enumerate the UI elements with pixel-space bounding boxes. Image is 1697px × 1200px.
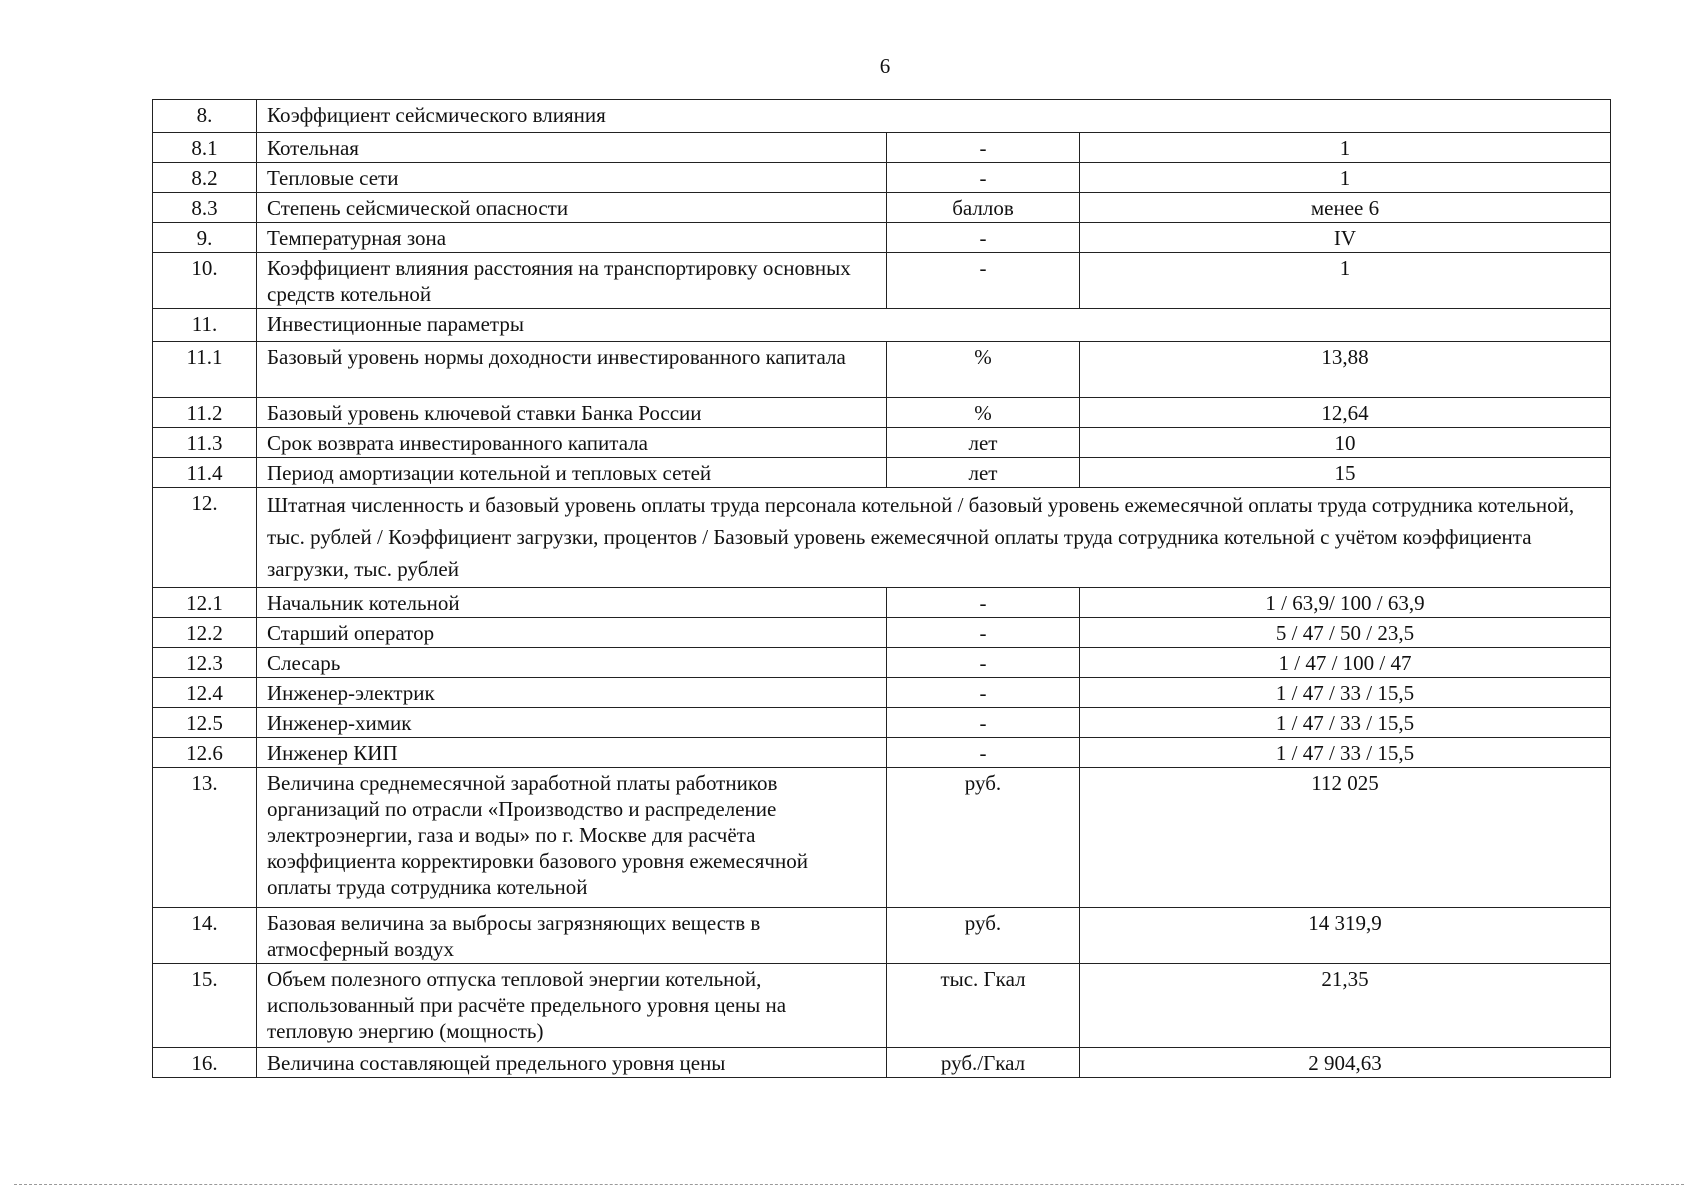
value-cell: 1 <box>1080 163 1611 193</box>
table-row <box>153 163 1611 193</box>
unit-cell: - <box>887 618 1080 648</box>
row-number: 14. <box>153 908 257 964</box>
table-row <box>153 488 1611 588</box>
table-row <box>153 133 1611 163</box>
unit-cell: - <box>887 253 1080 309</box>
unit-cell: - <box>887 163 1080 193</box>
value-cell: 1 / 47 / 100 / 47 <box>1080 648 1611 678</box>
table-row <box>153 768 1611 908</box>
table-row <box>153 588 1611 618</box>
value-cell: 1 / 47 / 33 / 15,5 <box>1080 738 1611 768</box>
parameter-name: Период амортизации котельной и тепловых сетей <box>257 458 887 488</box>
parameter-name: Начальник котельной <box>257 588 887 618</box>
unit-cell: лет <box>887 428 1080 458</box>
table-row <box>153 648 1611 678</box>
table-row <box>153 223 1611 253</box>
row-number: 8. <box>153 100 257 133</box>
unit-cell: % <box>887 398 1080 428</box>
row-number: 12.5 <box>153 708 257 738</box>
parameter-name: Базовая величина за выбросы загрязняющих веществ в атмосферный воздух <box>257 908 887 964</box>
row-number: 12.6 <box>153 738 257 768</box>
parameter-name: Коэффициент влияния расстояния на транспортировку основных средств котельной <box>257 253 887 309</box>
value-cell: 15 <box>1080 458 1611 488</box>
row-number: 12.1 <box>153 588 257 618</box>
row-number: 11.4 <box>153 458 257 488</box>
row-number: 10. <box>153 253 257 309</box>
unit-cell: руб. <box>887 768 1080 908</box>
parameter-name: Базовый уровень нормы доходности инвестированного капитала <box>257 342 887 398</box>
parameter-name: Величина среднемесячной заработной платы работников организаций по отрасли «Производство и распределение электроэнергии, газа и воды» по г. Москве для расчёта коэффициента корректировки базового уровня ежемесячной оплаты труда сотрудника котельной <box>257 768 887 908</box>
value-cell: 14 319,9 <box>1080 908 1611 964</box>
parameter-name: Инженер-химик <box>257 708 887 738</box>
section-heading: Инвестиционные параметры <box>257 309 1611 342</box>
value-cell: 1 / 63,9/ 100 / 63,9 <box>1080 588 1611 618</box>
table-row <box>153 618 1611 648</box>
parameter-name: Инженер КИП <box>257 738 887 768</box>
row-number: 12.4 <box>153 678 257 708</box>
row-number: 11.2 <box>153 398 257 428</box>
value-cell: 1 / 47 / 33 / 15,5 <box>1080 678 1611 708</box>
parameter-name: Слесарь <box>257 648 887 678</box>
row-number: 13. <box>153 768 257 908</box>
unit-cell: баллов <box>887 193 1080 223</box>
unit-cell: - <box>887 738 1080 768</box>
unit-cell: - <box>887 223 1080 253</box>
unit-cell: лет <box>887 458 1080 488</box>
parameter-name: Базовый уровень ключевой ставки Банка России <box>257 398 887 428</box>
unit-cell: - <box>887 133 1080 163</box>
row-number: 11. <box>153 309 257 342</box>
row-number: 11.1 <box>153 342 257 398</box>
parameter-name: Степень сейсмической опасности <box>257 193 887 223</box>
unit-cell: руб. <box>887 908 1080 964</box>
parameter-name: Объем полезного отпуска тепловой энергии котельной, использованный при расчёте предельного уровня цены на тепловую энергию (мощность) <box>257 964 887 1048</box>
table-row <box>153 738 1611 768</box>
parameter-name: Срок возврата инвестированного капитала <box>257 428 887 458</box>
row-number: 16. <box>153 1048 257 1078</box>
parameter-name: Тепловые сети <box>257 163 887 193</box>
value-cell: 112 025 <box>1080 768 1611 908</box>
parameter-name: Инженер-электрик <box>257 678 887 708</box>
unit-cell: тыс. Гкал <box>887 964 1080 1048</box>
parameter-name: Температурная зона <box>257 223 887 253</box>
unit-cell: - <box>887 678 1080 708</box>
table-row <box>153 428 1611 458</box>
parameter-name: Старший оператор <box>257 618 887 648</box>
table-row <box>153 708 1611 738</box>
row-number: 8.2 <box>153 163 257 193</box>
parameter-name: Величина составляющей предельного уровня цены <box>257 1048 887 1078</box>
section-heading: Штатная численность и базовый уровень оплаты труда персонала котельной / базовый уровень ежемесячной оплаты труда сотрудника котельной, тыс. рублей / Коэффициент загрузки, процентов / Базовый уровень ежемесячной оплаты труда сотрудника котельной с учётом коэффициента загрузки, тыс. рублей <box>257 488 1611 588</box>
table-row <box>153 678 1611 708</box>
table-row <box>153 193 1611 223</box>
value-cell: IV <box>1080 223 1611 253</box>
row-number: 12. <box>153 488 257 588</box>
unit-cell: - <box>887 588 1080 618</box>
table-row <box>153 458 1611 488</box>
unit-cell: % <box>887 342 1080 398</box>
parameters-table <box>152 99 1611 1078</box>
table-row <box>153 1048 1611 1078</box>
value-cell: 13,88 <box>1080 342 1611 398</box>
row-number: 9. <box>153 223 257 253</box>
row-number: 8.1 <box>153 133 257 163</box>
value-cell: 1 <box>1080 253 1611 309</box>
table-row <box>153 342 1611 398</box>
value-cell: 1 <box>1080 133 1611 163</box>
value-cell: 1 / 47 / 33 / 15,5 <box>1080 708 1611 738</box>
value-cell: 10 <box>1080 428 1611 458</box>
parameter-name: Котельная <box>257 133 887 163</box>
row-number: 12.2 <box>153 618 257 648</box>
unit-cell: - <box>887 648 1080 678</box>
row-number: 12.3 <box>153 648 257 678</box>
scan-edge-line <box>14 1184 1684 1185</box>
table-row <box>153 398 1611 428</box>
table-row <box>153 100 1611 133</box>
value-cell: 5 / 47 / 50 / 23,5 <box>1080 618 1611 648</box>
table-row <box>153 253 1611 309</box>
value-cell: 2 904,63 <box>1080 1048 1611 1078</box>
row-number: 8.3 <box>153 193 257 223</box>
table-row <box>153 908 1611 964</box>
unit-cell: - <box>887 708 1080 738</box>
section-heading: Коэффициент сейсмического влияния <box>257 100 1611 133</box>
value-cell: менее 6 <box>1080 193 1611 223</box>
unit-cell: руб./Гкал <box>887 1048 1080 1078</box>
value-cell: 21,35 <box>1080 964 1611 1048</box>
row-number: 11.3 <box>153 428 257 458</box>
table-row <box>153 964 1611 1048</box>
page-number: 6 <box>879 54 891 78</box>
value-cell: 12,64 <box>1080 398 1611 428</box>
row-number: 15. <box>153 964 257 1048</box>
table-row <box>153 309 1611 342</box>
